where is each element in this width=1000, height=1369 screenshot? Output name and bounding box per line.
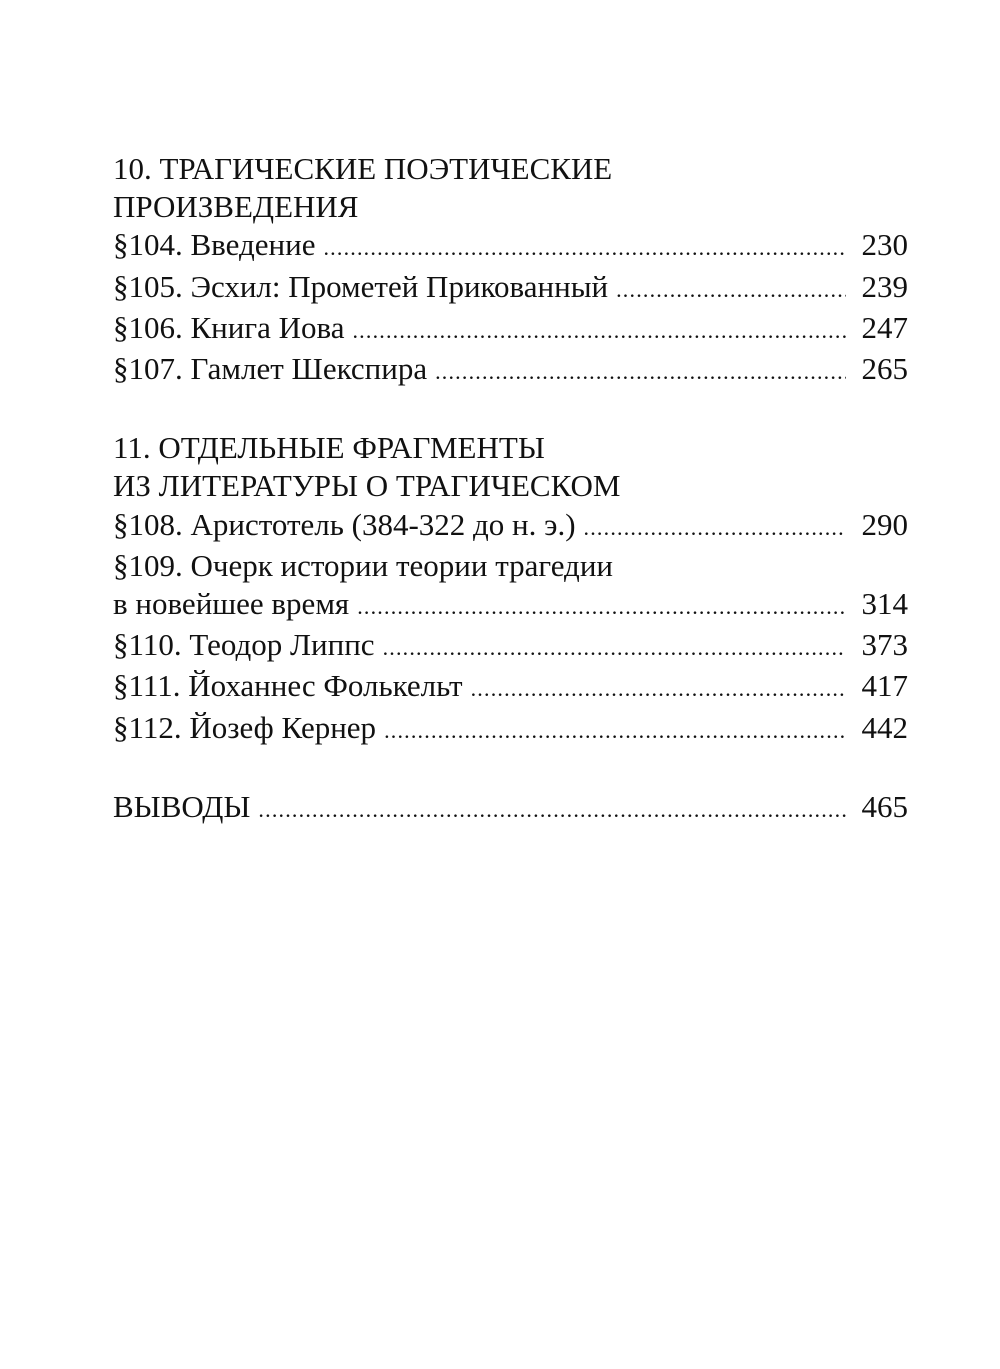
dot-leader (383, 629, 846, 667)
dot-leader (384, 712, 846, 750)
entry-title: §112. Йозеф Кернер (113, 709, 377, 745)
toc-entry-109 (113, 585, 908, 626)
entry-page-number: 265 (861, 351, 908, 387)
entry-title: §106. Книга Иова (113, 309, 345, 345)
toc-entry-105 (113, 268, 908, 309)
dot-leader (616, 271, 846, 309)
toc-entry-108 (113, 506, 908, 547)
toc-entry-107 (113, 350, 908, 391)
toc-entry-112 (113, 709, 908, 750)
dot-leader (435, 353, 846, 391)
section-heading: 10. ТРАГИЧЕСКИЕ ПОЭТИЧЕСКИЕ (113, 151, 613, 186)
section-heading: 11. ОТДЕЛЬНЫЕ ФРАГМЕНТЫ (113, 430, 545, 466)
entry-title: §110. Теодор Липпс (113, 627, 375, 663)
entry-title: §111. Йоханнес Фолькельт (113, 668, 463, 704)
toc-entry-104 (113, 226, 908, 267)
entry-title: §108. Аристотель (384-322 до н. э.) (113, 506, 576, 542)
toc-entry-conclusion (113, 788, 908, 829)
entry-page-number: 230 (861, 227, 908, 263)
entry-title: ВЫВОДЫ (113, 788, 251, 824)
entry-page-number: 247 (861, 309, 908, 345)
dot-leader (352, 312, 846, 350)
toc-entry-106 (113, 309, 908, 350)
entry-title: §107. Гамлет Шекспира (113, 351, 428, 387)
dot-leader (471, 670, 846, 708)
dot-leader (258, 791, 846, 829)
toc-section-10 (113, 150, 908, 391)
dot-leader (584, 509, 846, 547)
toc-section-11 (113, 429, 908, 750)
entry-page-number: 442 (861, 709, 908, 745)
dot-leader (323, 229, 846, 267)
entry-page-number: 239 (861, 268, 908, 304)
toc-entry-110 (113, 626, 908, 667)
entry-title-first-line: §109. Очерк истории теории трагедии (113, 547, 613, 583)
dot-leader (357, 588, 846, 626)
entry-title: §105. Эсхил: Прометей Прикованный (113, 268, 609, 304)
entry-page-number: 417 (861, 668, 908, 704)
entry-page-number: 290 (861, 506, 908, 542)
entry-page-number: 373 (861, 627, 908, 663)
entry-page-number: 314 (861, 586, 908, 622)
toc-entry-111 (113, 667, 908, 708)
entry-title: §104. Введение (113, 227, 316, 263)
section-heading: ПРОИЗВЕДЕНИЯ (113, 189, 359, 225)
table-of-contents (113, 150, 908, 867)
section-heading: ИЗ ЛИТЕРАТУРЫ О ТРАГИЧЕСКОМ (113, 468, 621, 504)
entry-title: в новейшее время (113, 586, 350, 622)
entry-page-number: 465 (861, 788, 908, 824)
toc-section-conclusion (113, 788, 908, 829)
